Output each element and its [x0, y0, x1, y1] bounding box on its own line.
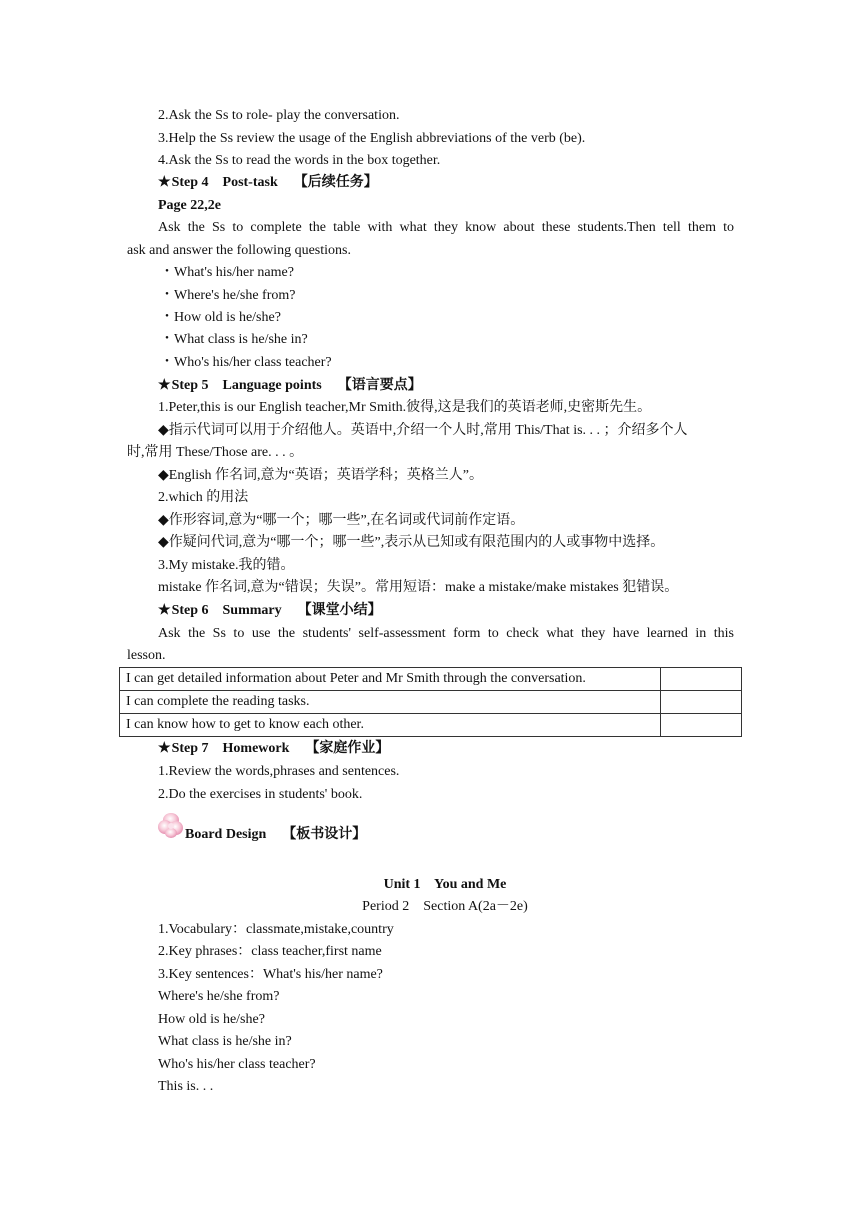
star-icon: ★ [158, 378, 171, 393]
step-5-heading [158, 376, 422, 396]
step-6-heading [158, 601, 382, 621]
pink-flower-bullet-icon [157, 811, 185, 839]
table-cell-empty [661, 691, 742, 714]
language-point-which-adj: ◆作形容词,意为“哪一个；哪一些”,在名词或代词前作定语。 [158, 513, 525, 528]
question-item: ・Who's his/her class teacher? [160, 355, 332, 370]
step-label: Step 4 [171, 175, 209, 190]
post-task-instruction-cont: ask and answer the following questions. [127, 243, 351, 258]
self-assessment-table [119, 667, 742, 737]
question-item: ・What class is he/she in? [160, 332, 308, 347]
homework-item: 1.Review the words,phrases and sentences. [158, 764, 400, 779]
board-heading-cn: 【板书设计】 [282, 827, 367, 842]
step-label: Step 5 [171, 378, 209, 393]
board-item: How old is he/she? [158, 1012, 265, 1027]
step-label: Step 6 [171, 603, 209, 618]
step-title-cn: 【家庭作业】 [305, 741, 390, 756]
table-row [120, 714, 742, 737]
step-title: Summary [222, 603, 282, 618]
table-row [120, 668, 742, 691]
summary-instruction-cont: lesson. [127, 648, 166, 663]
language-point-demonstrative-cont: 时,常用 These/Those are. . . 。 [127, 445, 304, 460]
step-title-cn: 【课堂小结】 [297, 603, 382, 618]
language-point-1: 1.Peter,this is our English teacher,Mr Smith.彼得,这是我们的英语老师,史密斯先生。 [158, 400, 652, 415]
step-title: Language points [222, 378, 322, 393]
table-cell: I can know how to get to know each other. [120, 714, 661, 737]
board-item: Where's he/she from? [158, 989, 280, 1004]
homework-item: 2.Do the exercises in students' book. [158, 787, 363, 802]
question-item: ・What's his/her name? [160, 265, 294, 280]
step-7-heading [158, 739, 389, 759]
board-item: This is. . . [158, 1079, 214, 1094]
table-cell: I can get detailed information about Peter and Mr Smith through the conversation. [120, 668, 661, 691]
step-4-heading [158, 173, 378, 193]
step-title: Homework [222, 741, 290, 756]
language-point-mistake: 3.My mistake.我的错。 [158, 558, 295, 573]
instruction-role-play: 2.Ask the Ss to role- play the conversation. [158, 108, 400, 123]
board-unit-title: Unit 1 You and Me [383, 877, 507, 892]
question-item: ・How old is he/she? [160, 310, 281, 325]
language-point-demonstrative: ◆指示代词可以用于介绍他人。英语中,介绍一个人时,常用 This/That is. . . ；介绍多个人 [158, 423, 688, 438]
table-cell-empty [661, 714, 742, 737]
step-label: Step 7 [171, 741, 209, 756]
page-reference: Page 22,2e [158, 198, 221, 213]
star-icon: ★ [158, 741, 171, 756]
star-icon: ★ [158, 603, 171, 618]
board-item: 3.Key sentences：What's his/her name? [158, 967, 383, 982]
summary-instruction: Ask the Ss to use the students' self-assessment form to check what they have learned in this [158, 626, 734, 641]
question-item: ・Where's he/she from? [160, 288, 296, 303]
table-row [120, 691, 742, 714]
language-point-english: ◆English 作名词,意为“英语；英语学科；英格兰人”。 [158, 468, 483, 483]
board-item: Who's his/her class teacher? [158, 1057, 316, 1072]
board-design-heading [185, 825, 366, 845]
board-item: 2.Key phrases：class teacher,first name [158, 944, 382, 959]
board-item: 1.Vocabulary：classmate,mistake,country [158, 922, 394, 937]
instruction-read-words: 4.Ask the Ss to read the words in the box together. [158, 153, 441, 168]
board-period: Period 2 Section A(2a－2e) [362, 899, 528, 914]
table-cell: I can complete the reading tasks. [120, 691, 661, 714]
table-cell-empty [661, 668, 742, 691]
step-title-cn: 【语言要点】 [337, 378, 422, 393]
step-title-cn: 【后续任务】 [293, 175, 378, 190]
star-icon: ★ [158, 175, 171, 190]
step-title: Post-task [222, 175, 278, 190]
language-point-which: 2.which 的用法 [158, 490, 249, 505]
language-point-mistake-usage: mistake 作名词,意为“错误；失误”。常用短语：make a mistake/make mistakes 犯错误。 [158, 580, 679, 595]
board-item: What class is he/she in? [158, 1034, 292, 1049]
board-heading-text: Board Design [185, 827, 267, 842]
language-point-which-pron: ◆作疑问代词,意为“哪一个；哪一些”,表示从已知或有限范围内的人或事物中选择。 [158, 535, 665, 550]
post-task-instruction: Ask the Ss to complete the table with what they know about these students.Then tell them to [158, 220, 734, 235]
instruction-abbreviations: 3.Help the Ss review the usage of the English abbreviations of the verb (be). [158, 131, 586, 146]
